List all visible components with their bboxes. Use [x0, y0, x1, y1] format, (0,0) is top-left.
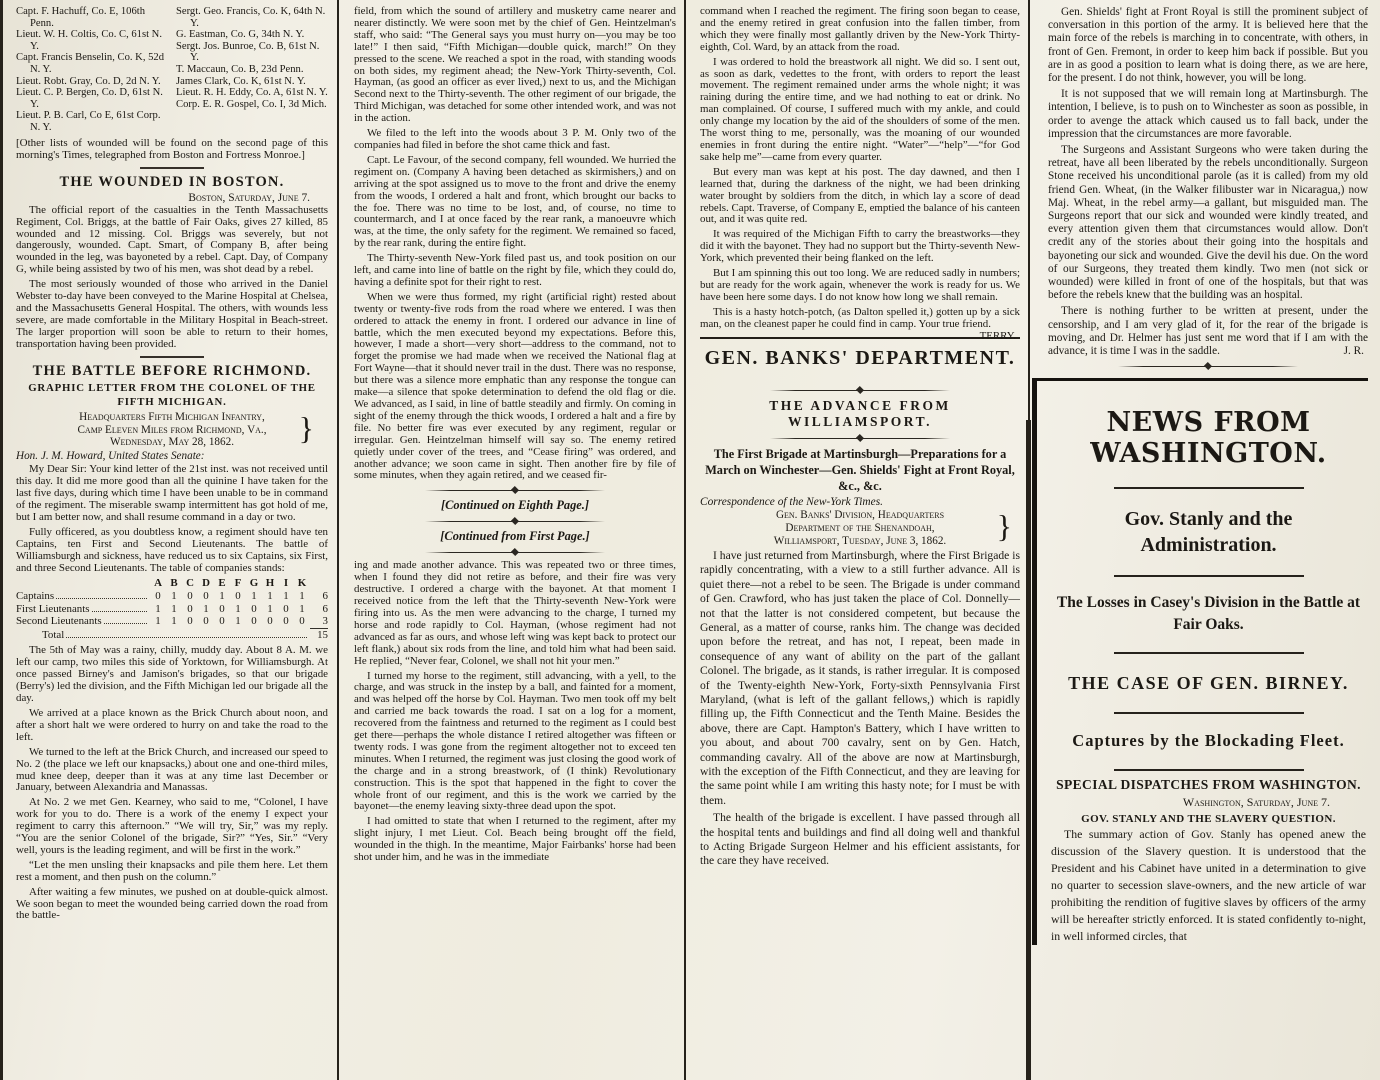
dateline-line: Camp Eleven Miles from Richmond, Va., [77, 423, 267, 436]
companies-table [16, 577, 328, 641]
dateline-line: Headquarters Fifth Michigan Infantry, [79, 410, 265, 423]
paragraph: ing and made another advance. This was repeated two or three times, when I found they did not retire as before, and their fire was very destructive. I ordered a charge with the bayonet. At that moment I received notice from the left that the Thirty-seventh New-York were firing into us. As the men were advancing to the charge, I turned my horse and rode rapidly to Col. Hayman, (whose regiment had not advanced as far as ours, and whose left wing was kept back to protect our left flank,) about six rods from the line, and told him what had been said. He replied, “Never fear, Colonel, we shall not hit your men.” [354, 559, 676, 667]
paragraph: I have just returned from Martinsburgh, where the First Brigade is rapidly concentrating, with a view to a still further advance. All is quiet there—not a rebel to be seen. The Brigade is under command of Gen. Crawford, who has just taken the place of Col. Donnelly—not that the latter is not considered competent, but because the General, as a matter of course, ranks him. The change was decided upon before the retreat, and has not, I repeat, been made in consequence of any want of ability on the part of the gallant Colonel. The brigade, as it stands, is rather irregular. It is composed of the Twenty-eighth New-York, Forty-sixth Pennsylvania First Maryland, (what is left of the gallant fellows,) which is rapidly filling up, the Fifth Connecticut and the Tenth Maine. Besides the above, there are Capt. Hampton's Battery, which I have written to you about, and about 700 cavalry, sent on by Gen. Hatch, commanding cavalry. All of the above are now at Martinsburgh, with the exception of the Fifth Connecticut, and they are leaving for the same point while I am writing this hasty note; for I must be with them. [700, 548, 1020, 807]
table-cells [150, 603, 310, 616]
table-cell: 1 [235, 602, 241, 615]
subhead-captures-blockading-fleet: Captures by the Blockading Fleet. [1072, 731, 1345, 751]
paragraph: We turned to the left at the Brick Church, and increased our speed to No. 2 (the place we left our knapsacks,) about one and one-third miles, mud knee deep, deeper than it was at any time last December or January, between Alexandria and Manassas. [16, 745, 328, 794]
tapered-rule [425, 548, 605, 556]
paragraph: The most seriously wounded of those who arrived in the Daniel Webster to-day have been conveyed to the Marine Hospital at Chelsea, and the Massachusetts General Hospital. The others, with wounds less severe, are made comfortable in the Military Hospital in Beach-street. The larger proportion will soon be able to return to their homes, transportation having been provided. [16, 278, 328, 350]
table-cell: 1 [267, 590, 273, 603]
dateline-line: Department of the Shenandoah, [785, 522, 935, 535]
casualty-entry: Capt. F. Hachuff, Co. E, 106th Penn. [16, 6, 146, 29]
casualty-entry: Lieut. P. B. Carl, Co E, 61st Corp. N. Y. [16, 110, 161, 133]
table-cell: 1 [267, 602, 273, 615]
paragraph: We arrived at a place known as the Brick Church about noon, and after a short halt we were ordered to hurry on and take the road to the left. [16, 706, 328, 743]
column-1 [4, 0, 338, 1080]
table-cell: 1 [299, 590, 305, 603]
casualty-entry: G. Eastman, Co. G, 34th N. Y. [176, 29, 305, 41]
paragraph: When we were thus formed, my right (artificial right) rested about twenty or twenty-five rods from the road where we entered. I was then ordered to attack the enemy in front. I ordered our advance in line of battle, which the men executed beyond my expectations. Before this, however, I made a short—very short—address to the command, not to forget the promise we had made when we received the National flag at Fort Wayne—that it should never trail in the dust. There was no response, but there was a silence more emphatic than any response the tongue can make—a silence that spoke determination to defend the old flag or die. We advanced, as I said, in line of battle steadily and firmly. On coming in sight of the enemy through the thick woods, I ordered a halt and a fire by file. No better fire was ever executed by any regiment, regular or irregular. Gen. Heintzelman himself will say so. The enemy retired quietly under cover of the trees, and “Cease firing” was ordered, and another advance; we soon came in sight. Then another fire by file of some minutes, when they again retired, and we ceased fir- [354, 290, 676, 482]
deck-headline: The First Brigade at Martinsburgh—Preparations for a March on Winchester—Gen. Shields' Fight at Front Royal, &c., &c. [705, 447, 1015, 494]
dateline-block [700, 509, 1020, 548]
table-total-value: 15 [310, 628, 328, 642]
casualty-entry: Lieut. R. H. Eddy, Co. A, 61st N. Y. [176, 87, 328, 99]
signature-jr: J. R. [1343, 345, 1364, 358]
table-cell: 0 [187, 615, 193, 628]
tapered-rule [770, 386, 950, 394]
table-cell: 0 [235, 590, 241, 603]
table-total-row [16, 628, 328, 642]
column-2 [342, 0, 686, 1080]
casualty-entry: James Clark, Co. K, 61st N. Y. [176, 75, 306, 87]
paragraph: I was ordered to hold the breastwork all night. We did so. I sent out, as soon as dark, vedettes to the front, with orders to report the least movement. The regiment remained under arms the whole night; it was raining during the entire time, and we had nothing to eat or drink. No man complained. Of course, I suffered much with my ankle, and could only change my location by the aid of the shoulders of some of the men. The worst thing to me, personally, was the moaning of our wounded enemies in front during the entire night. “Water”—“help”—“for God sake help me”—came from every quarter. [700, 55, 1020, 163]
subhead-special-dispatches: SPECIAL DISPATCHES FROM WASHINGTON. [1056, 776, 1361, 792]
dot-leader [92, 611, 147, 612]
headline-battle-before-richmond: THE BATTLE BEFORE RICHMOND. [32, 362, 312, 379]
casualty-entry: Sergt. Jos. Bunroe, Co. B, 61st N. Y. [176, 40, 320, 64]
casualty-entry: Lieut. C. P. Bergen, Co. D, 61st N. Y. [16, 87, 163, 110]
headline-wounded-in-boston: THE WOUNDED IN BOSTON. [59, 173, 285, 190]
paragraph: My Dear Sir: Your kind letter of the 21st inst. was not received until this day. It did me more good than all the quinine I have taken for the last five days, during which time I have been unable to be in command of the regiment. The miserable swamp intermittent has got hold of me, but I am better now, and shall resume command in a day or two. [16, 463, 328, 523]
paragraph: The summary action of Gov. Stanly has opened anew the discussion of the Slavery question. It is understood that the President and his Cabinet have united in a determination to give no quarter to secession slave-owners, and the new article of war prohibiting the rendition of fugitive slaves by officers of the army will be hereafter strictly enforced. It is stated confidently to-night, in well informed circles, that [1051, 826, 1366, 943]
table-cells [150, 590, 310, 603]
paragraph: The health of the brigade is excellent. I have passed through all the hospital tents and buildings and find all doing well and thankful to Acting Brigade Surgeon Helmer and his efficient assistants, for the care they have received. [700, 811, 1020, 868]
table-header-cell: C [186, 577, 194, 590]
table-header-row [16, 577, 328, 590]
paragraph: After waiting a few minutes, we pushed on at double-quick almost. We soon began to meet the wounded being carried down the road from the battle- [16, 885, 328, 922]
table-header-cell: H [265, 577, 275, 590]
table-cell: 0 [299, 615, 305, 628]
dateline-block [16, 411, 328, 450]
table-total-label: Total [42, 628, 65, 641]
subhead-graphic-letter: GRAPHIC LETTER FROM THE COLONEL OF THE FIFTH MICHIGAN. [28, 381, 316, 408]
dateline-line: Williamsport, Tuesday, June 3, 1862. [773, 534, 947, 547]
table-cell: 1 [155, 615, 161, 628]
table-cell: 1 [235, 615, 241, 628]
table-header-cell: K [297, 577, 307, 590]
table-header-cell: E [218, 577, 226, 590]
continued-from-note: [Continued from First Page.] [440, 529, 590, 544]
table-cell: 1 [219, 590, 225, 603]
paragraph: But every man was kept at his post. The day dawned, and then I learned that, during the darkness of the night, we had been drinking water brought by soldiers from the ditch, in which lay a score of dead rebels. Capt. Traverse, of Company E, emptied the balance of his canteen out, and it was quite red. [700, 165, 1020, 226]
paragraph [700, 305, 1020, 342]
casualty-entry: Lieut. Robt. Gray, Co. D, 2d N. Y. [16, 75, 161, 87]
table-row-label: Captains [16, 590, 55, 603]
subhead-case-of-gen-birney: THE CASE OF GEN. BIRNEY. [1068, 672, 1349, 693]
casualty-entry: Capt. Francis Benselin, Co. K, 52d N. Y. [16, 52, 165, 75]
column-4 [1032, 0, 1378, 1080]
signature-terry: TERRY. [979, 329, 1016, 342]
table-cells [150, 615, 310, 628]
casualty-list [16, 6, 328, 134]
casualty-entry: T. Maccaun, Co. B, 23d Penn. [176, 63, 304, 75]
paragraph [1048, 305, 1368, 358]
paragraph: I turned my horse to the regiment, still advancing, with a yell, to the charge, and was struck in the instep by a ball, and fainted for a moment, and was helped off the horse by Col. Hayman. Two men took off my belt and carried me back towards the road. I sat on a log for a moment, recovered from the faintness and returned to the regiment as I could best get there—perhaps the whole distance I retired altogether was fifteen or twenty rods. I was gone from the regiment altogether not to exceed ten minutes. When I returned, the regiment was just closing the good work of the charge and in a strong breastwork, of (I think) Revolutionary construction. This is the spot that happened in the fight to cover the whole front of our regiment, and this is the work we carried by the bayonet—the enemy leaving sixty-three dead upon the spot. [354, 669, 676, 813]
table-cell: 1 [171, 615, 177, 628]
table-cell: 0 [203, 615, 209, 628]
dateline-line: Wednesday, May 28, 1862. [109, 436, 235, 449]
paragraph: “Let the men unsling their knapsacks and pile them here. Let them rest a moment, and then push on the column.” [16, 858, 328, 883]
table-header-cell: F [234, 577, 242, 590]
table-cell: 0 [219, 602, 225, 615]
table-header-cell: I [283, 577, 289, 590]
dateline-washington: Washington, Saturday, June 7. [1182, 794, 1330, 809]
paragraph: The 5th of May was a rainy, chilly, muddy day. About 8 A. M. we left our camp, two miles this side of Yorktown, for Williamsburgh. At once passed Birney's and Jamison's brigades, so that our brigade (Berry's) led the division, and the Fifth Michigan led our brigade all the day. [16, 644, 328, 705]
paragraph: I had omitted to state that when I returned to the regiment, after my slight injury, I met Lieut. Col. Beach being brought off the field, wounded in the thigh. In the meantime, Major Fairbanks' horse had been shot under him, and he was in the immediate [354, 815, 676, 864]
tapered-rule [1118, 362, 1298, 370]
paragraph: Fully officered, as you doubtless know, a regiment should have ten Captains, ten First and Second Lieutenants. The battle of Williamsburgh and sickness, have reduced us to six Captains, six First, and three Second Lieutenants. The table of companies stands: [16, 525, 328, 574]
section-rule [1114, 487, 1304, 489]
dot-leader [66, 637, 307, 638]
paragraph: It was required of the Michigan Fifth to carry the breastworks—they did it with the bayonet. They had no support but the Thirty-seventh New-York, which prevented their being flanked on the left. [700, 228, 1020, 265]
headline-news-from-washington: NEWS FROM WASHINGTON. [1090, 407, 1327, 470]
dateline-brace: } [996, 508, 1012, 545]
casualty-entry: Corp. E. R. Gospel, Co. I, 3d Mich. [176, 98, 327, 110]
section-rule [140, 167, 204, 169]
casualty-list-right [176, 6, 328, 134]
casualty-list-left [16, 6, 168, 134]
paragraph: The Thirty-seventh New-York filed past us, and took position on our left, and came into line of battle on the right by file, which they could do, having a definite spot for their right to rest. [354, 252, 676, 288]
paragraph: The Surgeons and Assistant Surgeons who were taken during the retreat, have all been liberated by the rebels unconditionally. Surgeon Stone received his unconditional parole (as it is called) from my old friend Gen. Wheat, (in the Walker filibuster war in Nicaragua,) now Maj. Wheat, in the rebel army—a gallant, but misguided man. The Surgeons report that our sick and wounded were kindly treated, and every attention given them that circumstances would allow. Don't credit any of the stories about their going into the hospitals and bayoneting our sick and wounded. Give the devil his due. On the word of our Surgeons, they treated them kindly. Two men (not sick or wounded) were killed in front of one of the hospitals, but that was before the rebels knew that the building was an hospital. [1048, 144, 1368, 302]
table-cell: 1 [251, 590, 257, 603]
paragraph: We filed to the left into the woods about 3 P. M. Only two of the companies had filed in before the shot came thick and fast. [354, 127, 676, 151]
table-row-label: First Lieutenants [16, 602, 90, 615]
table-cell: 0 [283, 602, 289, 615]
table-cell: 0 [251, 615, 257, 628]
tapered-rule [425, 517, 605, 525]
table-row-total: 6 [322, 590, 328, 603]
paragraph: field, from which the sound of artillery and musketry came nearer and nearer distinctly. We were soon met by the chief of Gen. Heintzelman's staff, who said: “The General says you must hurry on—you may be too late!” I then said, “Fifth Michigan—double quick, march!” On they pressed to the scene. We reached a spot in the road, with standing woods on both sides, my regiment ahead; the New-York Thirty-seventh, Col. Hayman, (as good an officer as ever lived,) next to us, and the Michigan Second next to the Thirty-seventh. The other regiment of our brigade, the Third Michigan, was detached for some other intended work, and was not in the action. [354, 5, 676, 125]
table-cell: 0 [203, 590, 209, 603]
table-header-cell: G [249, 577, 259, 590]
table-cell: 0 [187, 602, 193, 615]
table-row-label: Second Lieutenants [16, 615, 102, 628]
table-header-cells [150, 577, 310, 590]
table-row [16, 590, 328, 603]
table-cell: 1 [283, 590, 289, 603]
column-3 [688, 0, 1030, 1080]
correspondence-credit: Correspondence of the New-York Times. [700, 496, 883, 509]
dot-leader [104, 623, 147, 624]
table-cell: 1 [171, 590, 177, 603]
subhead-slavery-question: GOV. STANLY AND THE SLAVERY QUESTION. [1081, 812, 1336, 825]
paragraph: command when I reached the regiment. The firing soon began to cease, and the enemy retired in great confusion into the fallen timber, from which they were finally most gallantly driven by the New-York Thirty-eighth, Col. Ward, by an attack from the road. [700, 5, 1020, 53]
section-rule [140, 356, 204, 358]
casualty-entry: Lieut. W. H. Coltis, Co. C, 61st N. Y. [16, 29, 162, 52]
tapered-rule [425, 486, 605, 494]
section-rule [1114, 575, 1304, 577]
dateline-boston: Boston, Saturday, June 7. [188, 191, 310, 204]
table-cell: 1 [299, 602, 305, 615]
dateline-brace: } [298, 409, 314, 446]
news-from-washington-section [1032, 378, 1368, 944]
table-header-cell: B [170, 577, 178, 590]
dot-leader [56, 598, 147, 599]
paragraph: But I am spinning this out too long. We are reduced sadly in numbers; but are ready for the work again, whenever the work is ready for us. We have been here some days. I do not know how long we shall remain. [700, 267, 1020, 303]
table-cell: 0 [155, 590, 161, 603]
dateline-line: Gen. Banks' Division, Headquarters [775, 509, 945, 522]
editor-note: [Other lists of wounded will be found on the second page of this morning's Times, telegraphed from Boston and Fortress Monroe.] [16, 136, 328, 162]
table-cell: 0 [283, 615, 289, 628]
banks-department-section [700, 337, 1020, 869]
table-cell: 0 [267, 615, 273, 628]
table-cell: 1 [203, 602, 209, 615]
continued-on-note: [Continued on Eighth Page.] [440, 498, 590, 513]
table-row-total: 3 [322, 615, 328, 628]
headline-gen-banks-department: GEN. BANKS' DEPARTMENT. [704, 346, 1016, 369]
paragraph: At No. 2 we met Gen. Kearney, who said to me, “Colonel, I have work for you to do. There is a work of the enemy I expect your regiment to carry this afternoon.” “We will try, Sir,” was my reply. “You are the senior Colonel of the brigade, Sir?” “Yes, Sir.” “Very well, yours is the leading regiment, and will be first in the work.” [16, 796, 328, 856]
paragraph: It is not supposed that we will remain long at Martinsburgh. The intention, I believe, is to push on to Winchester as soon as possible, in order to avenge the attack which caused us to fall back, under the impression that the circumstances are more favorable. [1048, 88, 1368, 140]
table-cell: 0 [187, 590, 193, 603]
table-cell: 0 [219, 615, 225, 628]
casualty-entry: Sergt. Geo. Francis, Co. K, 64th N. Y. [176, 6, 326, 29]
tapered-rule [770, 434, 950, 442]
table-header-cell: A [154, 577, 162, 590]
paragraph: Capt. Le Favour, of the second company, fell wounded. We hurried the regiment on. (Company A having been detached as skirmishers,) and on arriving at the spot assigned us to move to the front and drive the enemy from the woods, I ordered a halt and front, which brought our backs to the foe. There was no time to be lost, and, of course, no time to countermarch, and I at once faced by the rear rank, a manoeuvre which was, at the time, the only safety for the regiment. We remained so faced, by the rear rank, during the entire fight. [354, 153, 676, 250]
paragraph-text: This is a hasty hotch-potch, (as Dalton spelled it,) gotten up by a sick man, on the cleanest paper he could find in camp. Your true friend. [700, 305, 1020, 330]
paragraph-text: There is nothing further to be written at present, under the censorship, and I am very glad of it, for the rear of the brigade is moving, and Dr. Helmer has just sent me word that if I am with the advance, it is time I was in the saddle. [1048, 305, 1368, 358]
subhead-advance-from-williamsport: THE ADVANCE FROM WILLIAMSPORT. [769, 398, 951, 430]
subhead-losses-caseys-division: The Losses in Casey's Division in the Battle at Fair Oaks. [1056, 594, 1361, 634]
table-header-cell: D [202, 577, 210, 590]
section-rule [1114, 712, 1304, 714]
table-cell: 0 [251, 602, 257, 615]
table-cell: 1 [171, 602, 177, 615]
table-row [16, 603, 328, 616]
section-rule [1114, 769, 1304, 771]
table-row-total: 6 [322, 602, 328, 615]
table-row [16, 615, 328, 628]
paragraph: The official report of the casualties in the Tenth Massachusetts Regiment, Col. Briggs, at the battle of Fair Oaks, gives 27 killed, 85 wounded and 12 missing. Col. Briggs was severely, but not dangerously, wounded. Capt. Smart, of Company B, after being wounded in the leg, was bayoneted by a rebel. Capt. Day, of Company G, while being assisted by two of his men, was shot dead by a rebel. [16, 203, 328, 276]
salutation: Hon. J. M. Howard, United States Senate: [16, 450, 205, 463]
page-edge-rule [0, 0, 3, 1080]
paragraph: Gen. Shields' fight at Front Royal is still the prominent subject of conversation in this portion of the army. It is believed here that the main force of the rebels is marching in to concentrate, with others, in front of Gen. Fremont, in order to keep him back if possible. But you are in as good a position to learn what is doing there, as we are here, for the present. I do not think, however, you will be long. [1048, 6, 1368, 85]
table-cell: 1 [155, 602, 161, 615]
subhead-gov-stanly: Gov. Stanly and the Administration. [1124, 508, 1293, 557]
section-rule [1114, 652, 1304, 654]
